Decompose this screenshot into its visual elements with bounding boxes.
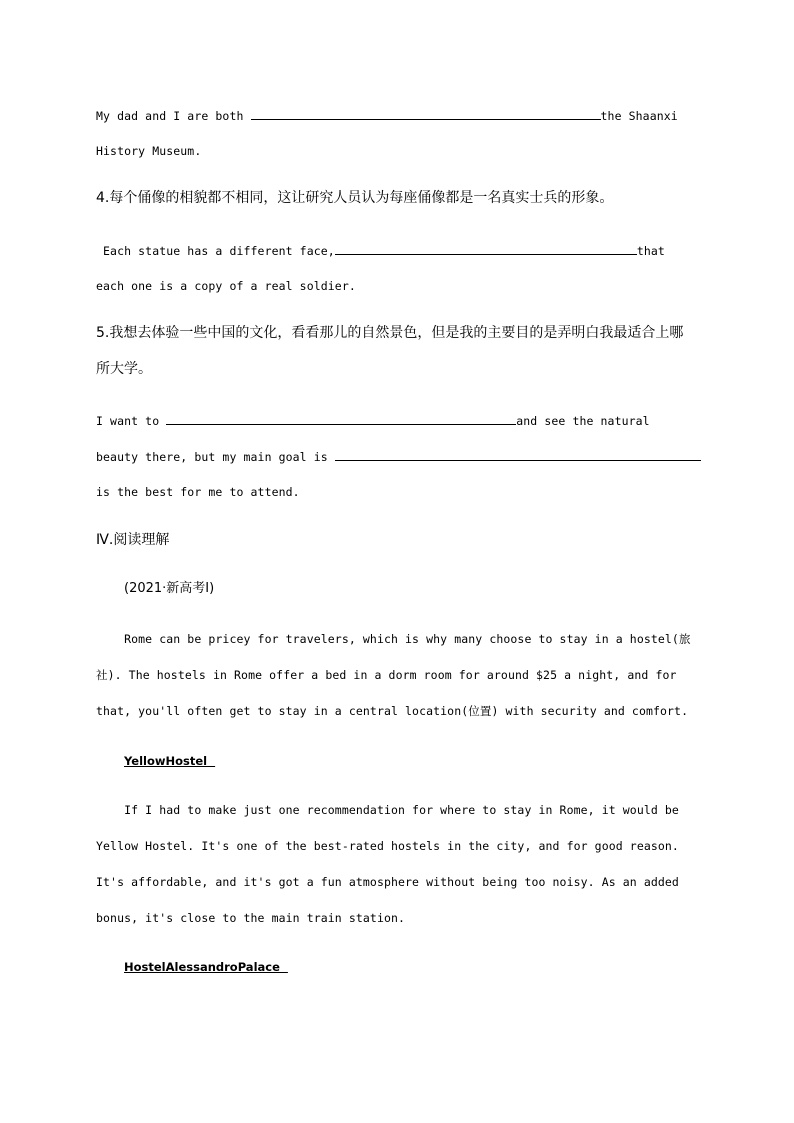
q3-answer-blank[interactable] xyxy=(251,107,601,120)
q5-chinese-prompt-line1: 5.我想去体验一些中国的文化，看看那儿的自然景色，但是我的主要目的是弄明白我最适合上哪 xyxy=(96,325,684,341)
q4-text-after: that xyxy=(636,244,665,258)
q5-text-before-2: beauty there, but my main goal is xyxy=(96,450,335,464)
q4-sentence-line1 xyxy=(96,242,665,259)
hostel1-line1: If I had to make just one recommendation for where to stay in Rome, it would be xyxy=(96,803,679,817)
q3-sentence-line2: History Museum. xyxy=(96,144,202,158)
hostel2-heading: HostelAlessandroPalace xyxy=(124,960,288,974)
q5-sentence-line1 xyxy=(96,412,650,429)
passage-intro-line2: 社). The hostels in Rome offer a bed in a dorm room for around $25 a night, and for xyxy=(96,668,677,682)
section-title: Ⅳ.阅读理解 xyxy=(96,532,170,548)
q4-text-before: Each statue has a different face, xyxy=(96,244,335,258)
passage-intro-line1: Rome can be pricey for travelers, which is why many choose to stay in a hostel(旅 xyxy=(96,632,691,646)
q3-sentence-line1 xyxy=(96,107,678,124)
q4-chinese-prompt: 4.每个俑像的相貌都不相同，这让研究人员认为每座俑像都是一名真实士兵的形象。 xyxy=(96,190,614,206)
q4-sentence-line2: each one is a copy of a real soldier. xyxy=(96,279,356,293)
passage-intro-line3: that, you'll often get to stay in a central location(位置) with security and comfort. xyxy=(96,704,689,718)
q3-text-before: My dad and I are both xyxy=(96,109,251,123)
q5-sentence-line2 xyxy=(96,448,701,465)
q4-answer-blank[interactable] xyxy=(335,242,637,255)
hostel1-line4: bonus, it's close to the main train station. xyxy=(96,911,406,925)
q5-chinese-prompt-line2: 所大学。 xyxy=(96,361,152,377)
q5-text-after: and see the natural xyxy=(516,414,650,428)
q5-answer-blank-2[interactable] xyxy=(335,448,701,461)
hostel1-heading: YellowHostel xyxy=(124,754,216,768)
q5-text-before: I want to xyxy=(96,414,167,428)
hostel1-line2: Yellow Hostel. It's one of the best-rated hostels in the city, and for good reason. xyxy=(96,839,679,853)
q3-text-after: the Shaanxi xyxy=(600,109,678,123)
hostel1-line3: It's affordable, and it's got a fun atmosphere without being too noisy. As an added xyxy=(96,875,679,889)
q5-answer-blank-1[interactable] xyxy=(166,412,516,425)
q5-sentence-line3: is the best for me to attend. xyxy=(96,485,300,499)
passage-source: (2021·新高考Ⅰ) xyxy=(124,581,215,596)
